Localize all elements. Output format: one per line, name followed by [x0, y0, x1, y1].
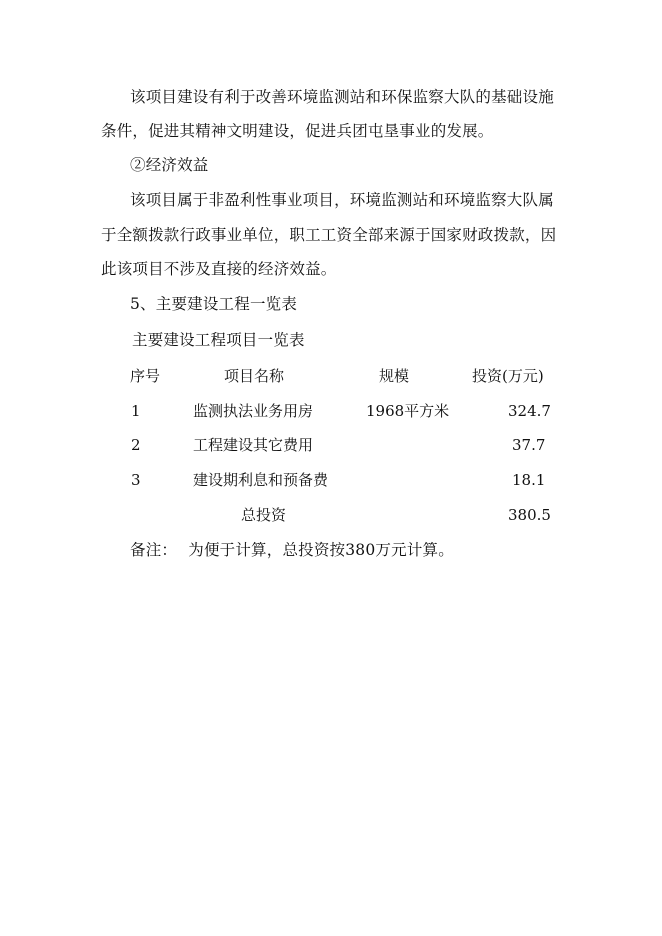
- header-no: 序号: [130, 367, 161, 385]
- paragraph-line: 于全额拨款行政事业单位，职工工资全部来源于国家财政拨款，因: [101, 226, 557, 244]
- note-label: 备注：: [130, 541, 178, 559]
- section-heading: ②经济效益: [130, 156, 209, 174]
- total-value: 380.5: [508, 506, 551, 524]
- row-invest: 18.1: [512, 471, 546, 489]
- row-name: 监测执法业务用房: [193, 402, 314, 420]
- header-scale: 规模: [379, 367, 410, 385]
- paragraph-line: 该项目建设有利于改善环境监测站和环保监察大队的基础设施: [130, 88, 554, 106]
- paragraph-line: 此该项目不涉及直接的经济效益。: [101, 260, 337, 278]
- paragraph-line: 条件，促进其精神文明建设，促进兵团屯垦事业的发展。: [101, 122, 494, 140]
- note-text: 为便于计算，总投资按380万元计算。: [188, 541, 454, 559]
- row-invest: 37.7: [512, 436, 546, 454]
- row-no: 3: [131, 471, 141, 489]
- total-label: 总投资: [241, 506, 287, 524]
- paragraph-line: 该项目属于非盈利性事业项目，环境监测站和环境监察大队属: [130, 191, 554, 209]
- row-name: 工程建设其它费用: [193, 436, 314, 454]
- section-heading: 5、主要建设工程一览表: [130, 295, 298, 313]
- row-no: 1: [131, 402, 141, 420]
- row-scale: 1968平方米: [366, 402, 450, 420]
- row-invest: 324.7: [508, 402, 551, 420]
- row-no: 2: [131, 436, 141, 454]
- header-invest: 投资(万元): [472, 367, 544, 385]
- row-name: 建设期利息和预备费: [193, 471, 329, 489]
- note: [130, 540, 454, 560]
- table-caption: 主要建设工程项目一览表: [132, 331, 305, 349]
- header-name: 项目名称: [224, 367, 285, 385]
